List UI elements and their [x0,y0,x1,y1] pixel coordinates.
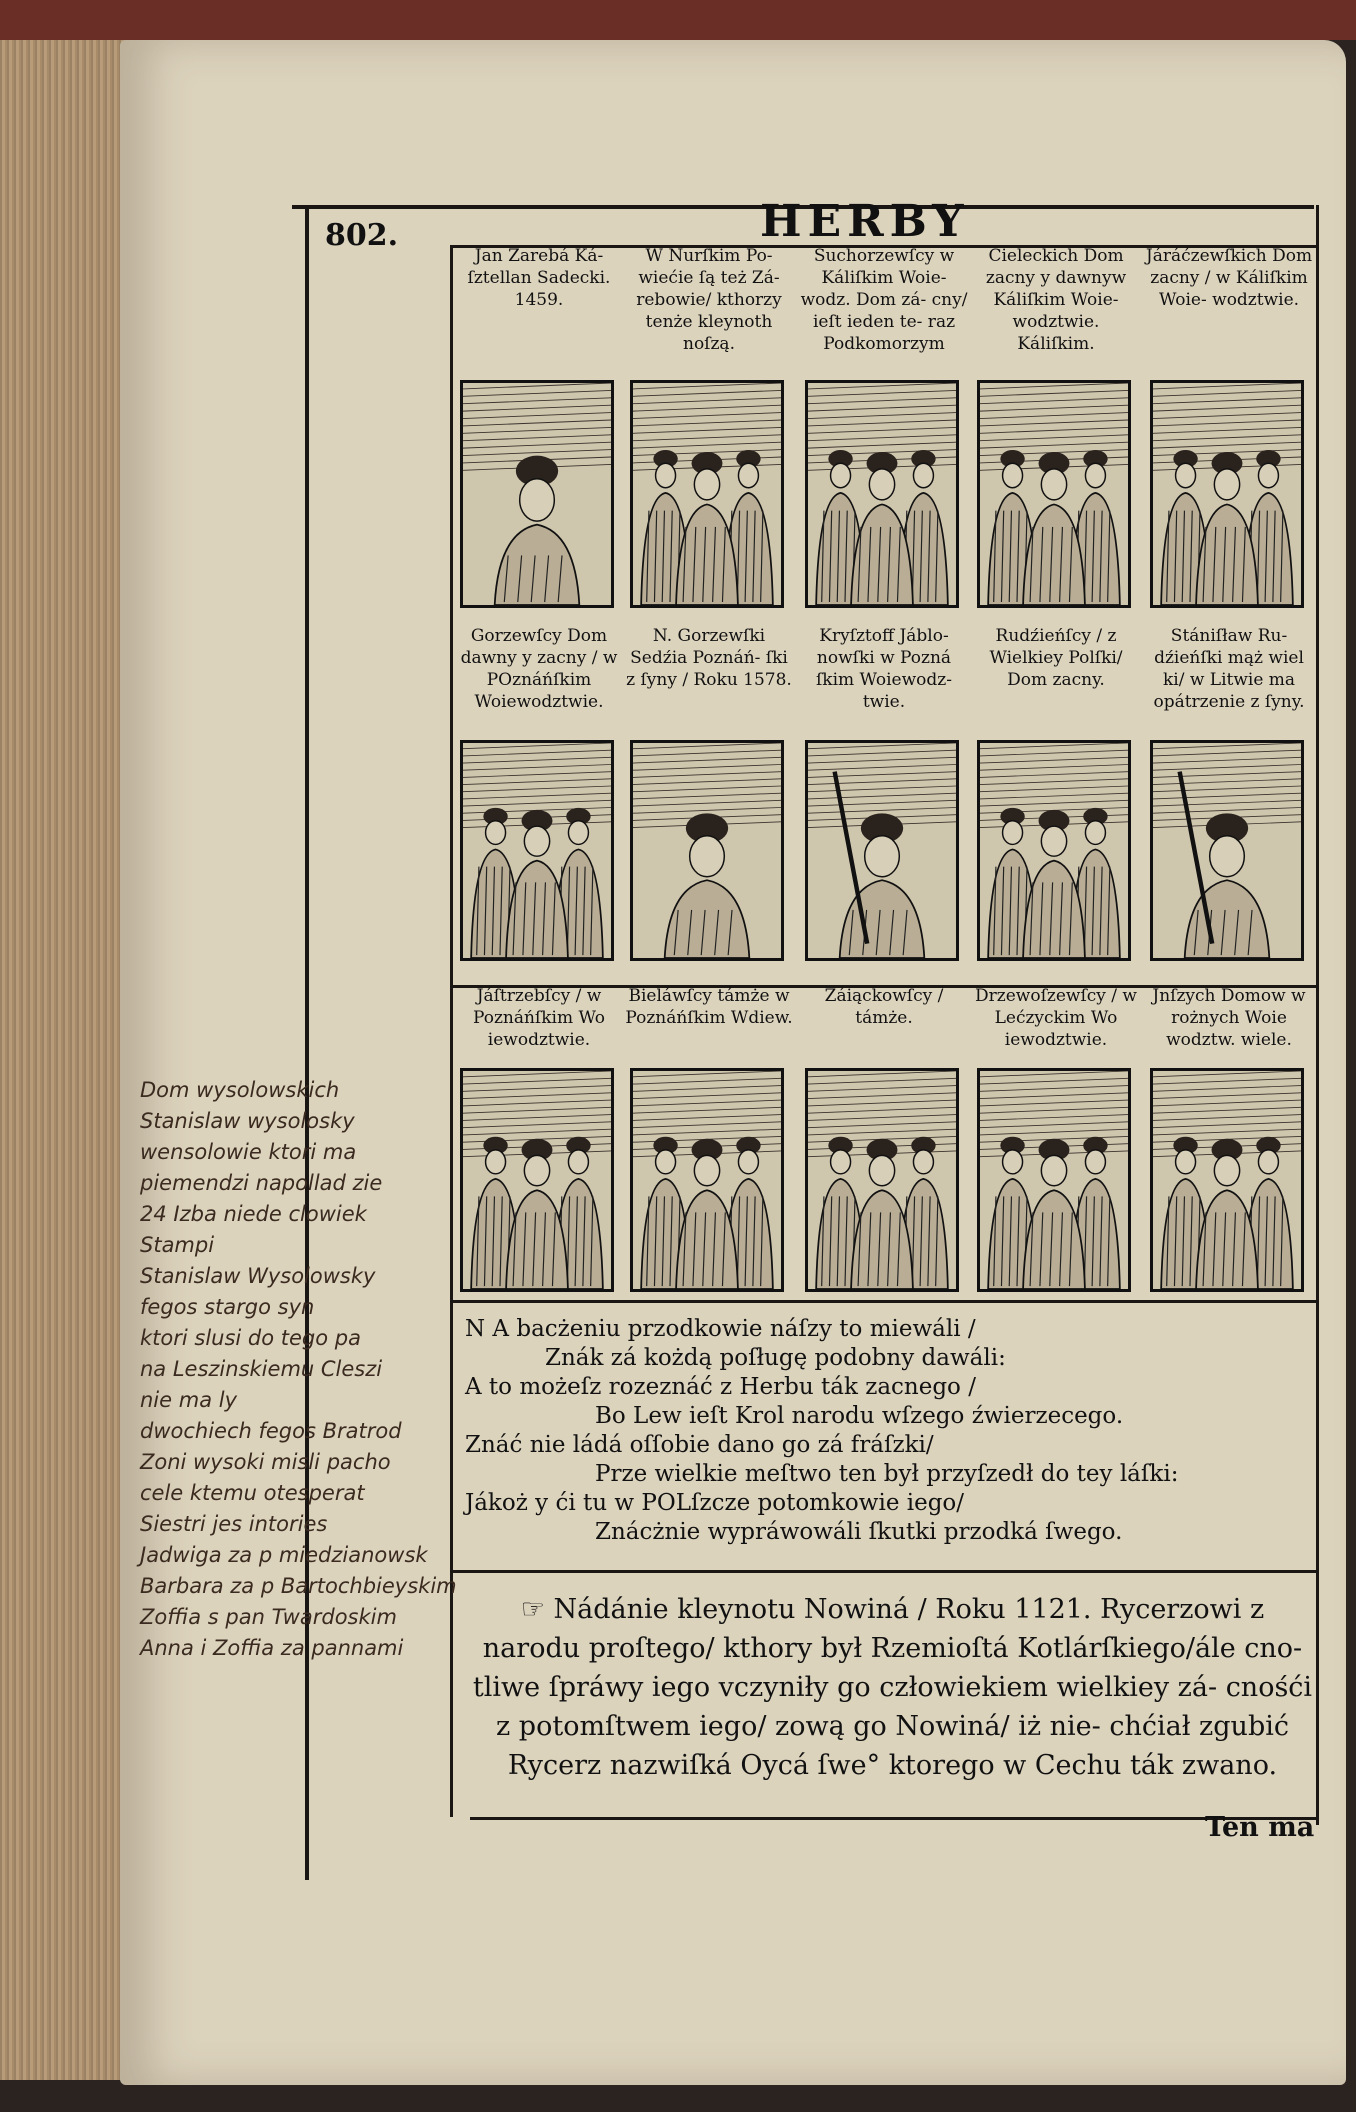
woodcut-caption: Jáſtrzebſcy / w Poznáńſkim Wo iewodztwie. [472,986,606,1050]
woodcut-illustration [460,1068,614,1292]
group-portrait-icon [980,383,1128,605]
woodcut-caption: Stániſław Ru- dźieńſki mąż wiel ki/ w Litwie ma opátrzenie z ſyny. [1153,626,1305,712]
note-line: Zoni wysoki misli pacho [140,1450,391,1474]
catchword: Ten ma [1205,1812,1315,1843]
verse-line: N A bacżeniu przodkowie náſzy to miewáli / [465,1316,976,1342]
woodcut-illustration [805,380,959,608]
note-line: Siestri jes intories [140,1512,328,1536]
group-portrait-icon [808,383,956,605]
note-line: ktori slusi do tego pa [140,1326,361,1350]
page-stack-edge [0,40,130,2080]
note-line: Jadwiga za p miedzianowsk [140,1543,428,1567]
note-line: Dom wysolowskich [140,1078,340,1102]
woodcut-illustration [805,740,959,961]
woodcut-illustration [630,740,784,961]
woodcut-illustration [630,1068,784,1292]
woodcut-caption: Rudźieńſcy / z Wielkiey Polſki/ Dom zacny. [989,626,1123,690]
woodcut-caption: Záiąckowſcy / támże. [824,986,944,1028]
single-portrait-icon [633,743,781,958]
prose-paragraph: ☞ Nádánie kleynotu Nowiná / Roku 1121. Rycerzowi z narodu proſtego/ kthory był Rzemioſtá Kotlárſkiego/ále cno- tliwe ſpráwy iego vczyniły go człowiekiem wielkiey zá- cnośći z potomſtwem iego/ zową go Nowiná/ iż nie- chćiał zgubić Rycerz nazwiſká Oycá ſwe° ktorego w Cechu ták zwano. [472,1594,1313,1781]
woodcut-caption: Cieleckich Dom zacny y dawnyw Káliſkim Woie- wodztwie. Káliſkim. [985,246,1127,354]
group-portrait-icon [980,1071,1128,1289]
group-portrait-icon [633,383,781,605]
verse-line: Jákoż y ći tu w POLſzcze potomkowie iego/ [465,1490,965,1516]
woodcut-caption: W Nurſkim Po- wiećie ſą też Zá- rebowie/ kthorzy tenże kleynoth noſzą. [636,246,782,354]
note-line: Stanislaw Wysolowsky [140,1264,376,1288]
woodcut-caption: Bieláwſcy támże w Poznáńſkim Wdiew. [625,986,793,1028]
woodcut-caption: Drzewoſzewſcy / w Lećzyckim Wo iewodztwie. [975,986,1137,1050]
woodcut-caption: Suchorzewſcy w Káliſkim Woie- wodz. Dom zá- cny/ ieſt ieden te- raz Podkomorzym [800,246,968,354]
knight-portrait-icon [808,743,956,958]
verse-line: Bo Lew ieſt Krol narodu wſzego źwierzecego. [595,1403,1124,1429]
woodcut-illustration [1150,1068,1304,1292]
note-line: fegos stargo syn [140,1295,315,1319]
verse-line: Prze wielkie meſtwo ten był przyſzedł do tey láſki: [595,1461,1179,1487]
knight-portrait-icon [1153,743,1301,958]
woodcut-caption: Jan Zarebá Ká- ſztellan Sadecki. 1459. [467,246,611,310]
group-portrait-icon [463,743,611,958]
frame-right-rule [1316,205,1319,1825]
woodcut-illustration [460,380,614,608]
woodcut-caption: Gorzewſcy Dom dawny y zacny / w POznáńſkim Woiewodztwie. [460,626,618,712]
handwritten-marginal-note [140,1075,470,1664]
verse-line: A to możeſz rozeznáć z Herbu ták zacnego / [465,1374,976,1400]
page-number: 802. [325,218,399,253]
group-portrait-icon [463,1071,611,1289]
note-line: dwochiech fegos Bratrod [140,1419,402,1443]
woodcut-illustration [977,380,1131,608]
woodcut-caption: N. Gorzewſki Sedźia Poznáń- ſki z ſyny / Roku 1578. [626,626,792,690]
woodcut-caption: Kryſztoff Jáblo- nowſki w Pozná ſkim Woiewodz- twie. [816,626,952,712]
prose-bottom-rule [470,1817,1316,1820]
woodcut-illustration [977,1068,1131,1292]
woodcut-caption: Jnſzych Domow w rożnych Woie wodztw. wiele. [1152,986,1306,1050]
verse-line: Znák zá kożdą poſługę podobny dawáli: [545,1345,1006,1371]
note-line: cele ktemu otesperat [140,1481,365,1505]
woodcut-illustration [1150,740,1304,961]
woodcut-illustration [630,380,784,608]
group-portrait-icon [1153,1071,1301,1289]
note-line: Zoffia s pan Twardoskim [140,1605,397,1629]
note-line: Stampi [140,1233,215,1257]
single-portrait-icon [463,383,611,605]
note-line: nie ma ly [140,1388,238,1412]
note-line: wensolowie ktori ma [140,1140,357,1164]
woodcut-illustration [805,1068,959,1292]
verse-line: Znáć nie ládá oſſobie dano go zá fráſzki/ [465,1432,934,1458]
note-line: na Leszinskiemu Cleszi [140,1357,383,1381]
note-line: Stanislaw wysolosky [140,1109,355,1133]
woodcut-illustration [977,740,1131,961]
woodcut-illustration [1150,380,1304,608]
verse-block [465,1315,1305,1547]
group-portrait-icon [1153,383,1301,605]
woodcut-illustration [460,740,614,961]
woodcut-bottom-rule [450,1300,1316,1303]
running-title: HERBY [760,196,970,247]
group-portrait-icon [808,1071,956,1289]
book-cover-edge [0,0,1356,40]
note-line: Anna i Zoffia za pannami [140,1636,404,1660]
verse-line: Znácżnie wypráwowáli ſkutki przodká ſwego. [595,1519,1123,1545]
note-line: piemendzi napollad zie [140,1171,383,1195]
verse-bottom-rule [450,1570,1316,1573]
group-portrait-icon [633,1071,781,1289]
woodcut-caption: Járáćzewſkich Dom zacny / w Káliſkim Woie- wodztwie. [1145,246,1313,310]
note-line: Barbara za p Bartochbieyskim [140,1574,457,1598]
group-portrait-icon [980,743,1128,958]
note-line: 24 Izba niede clowiek [140,1202,367,1226]
